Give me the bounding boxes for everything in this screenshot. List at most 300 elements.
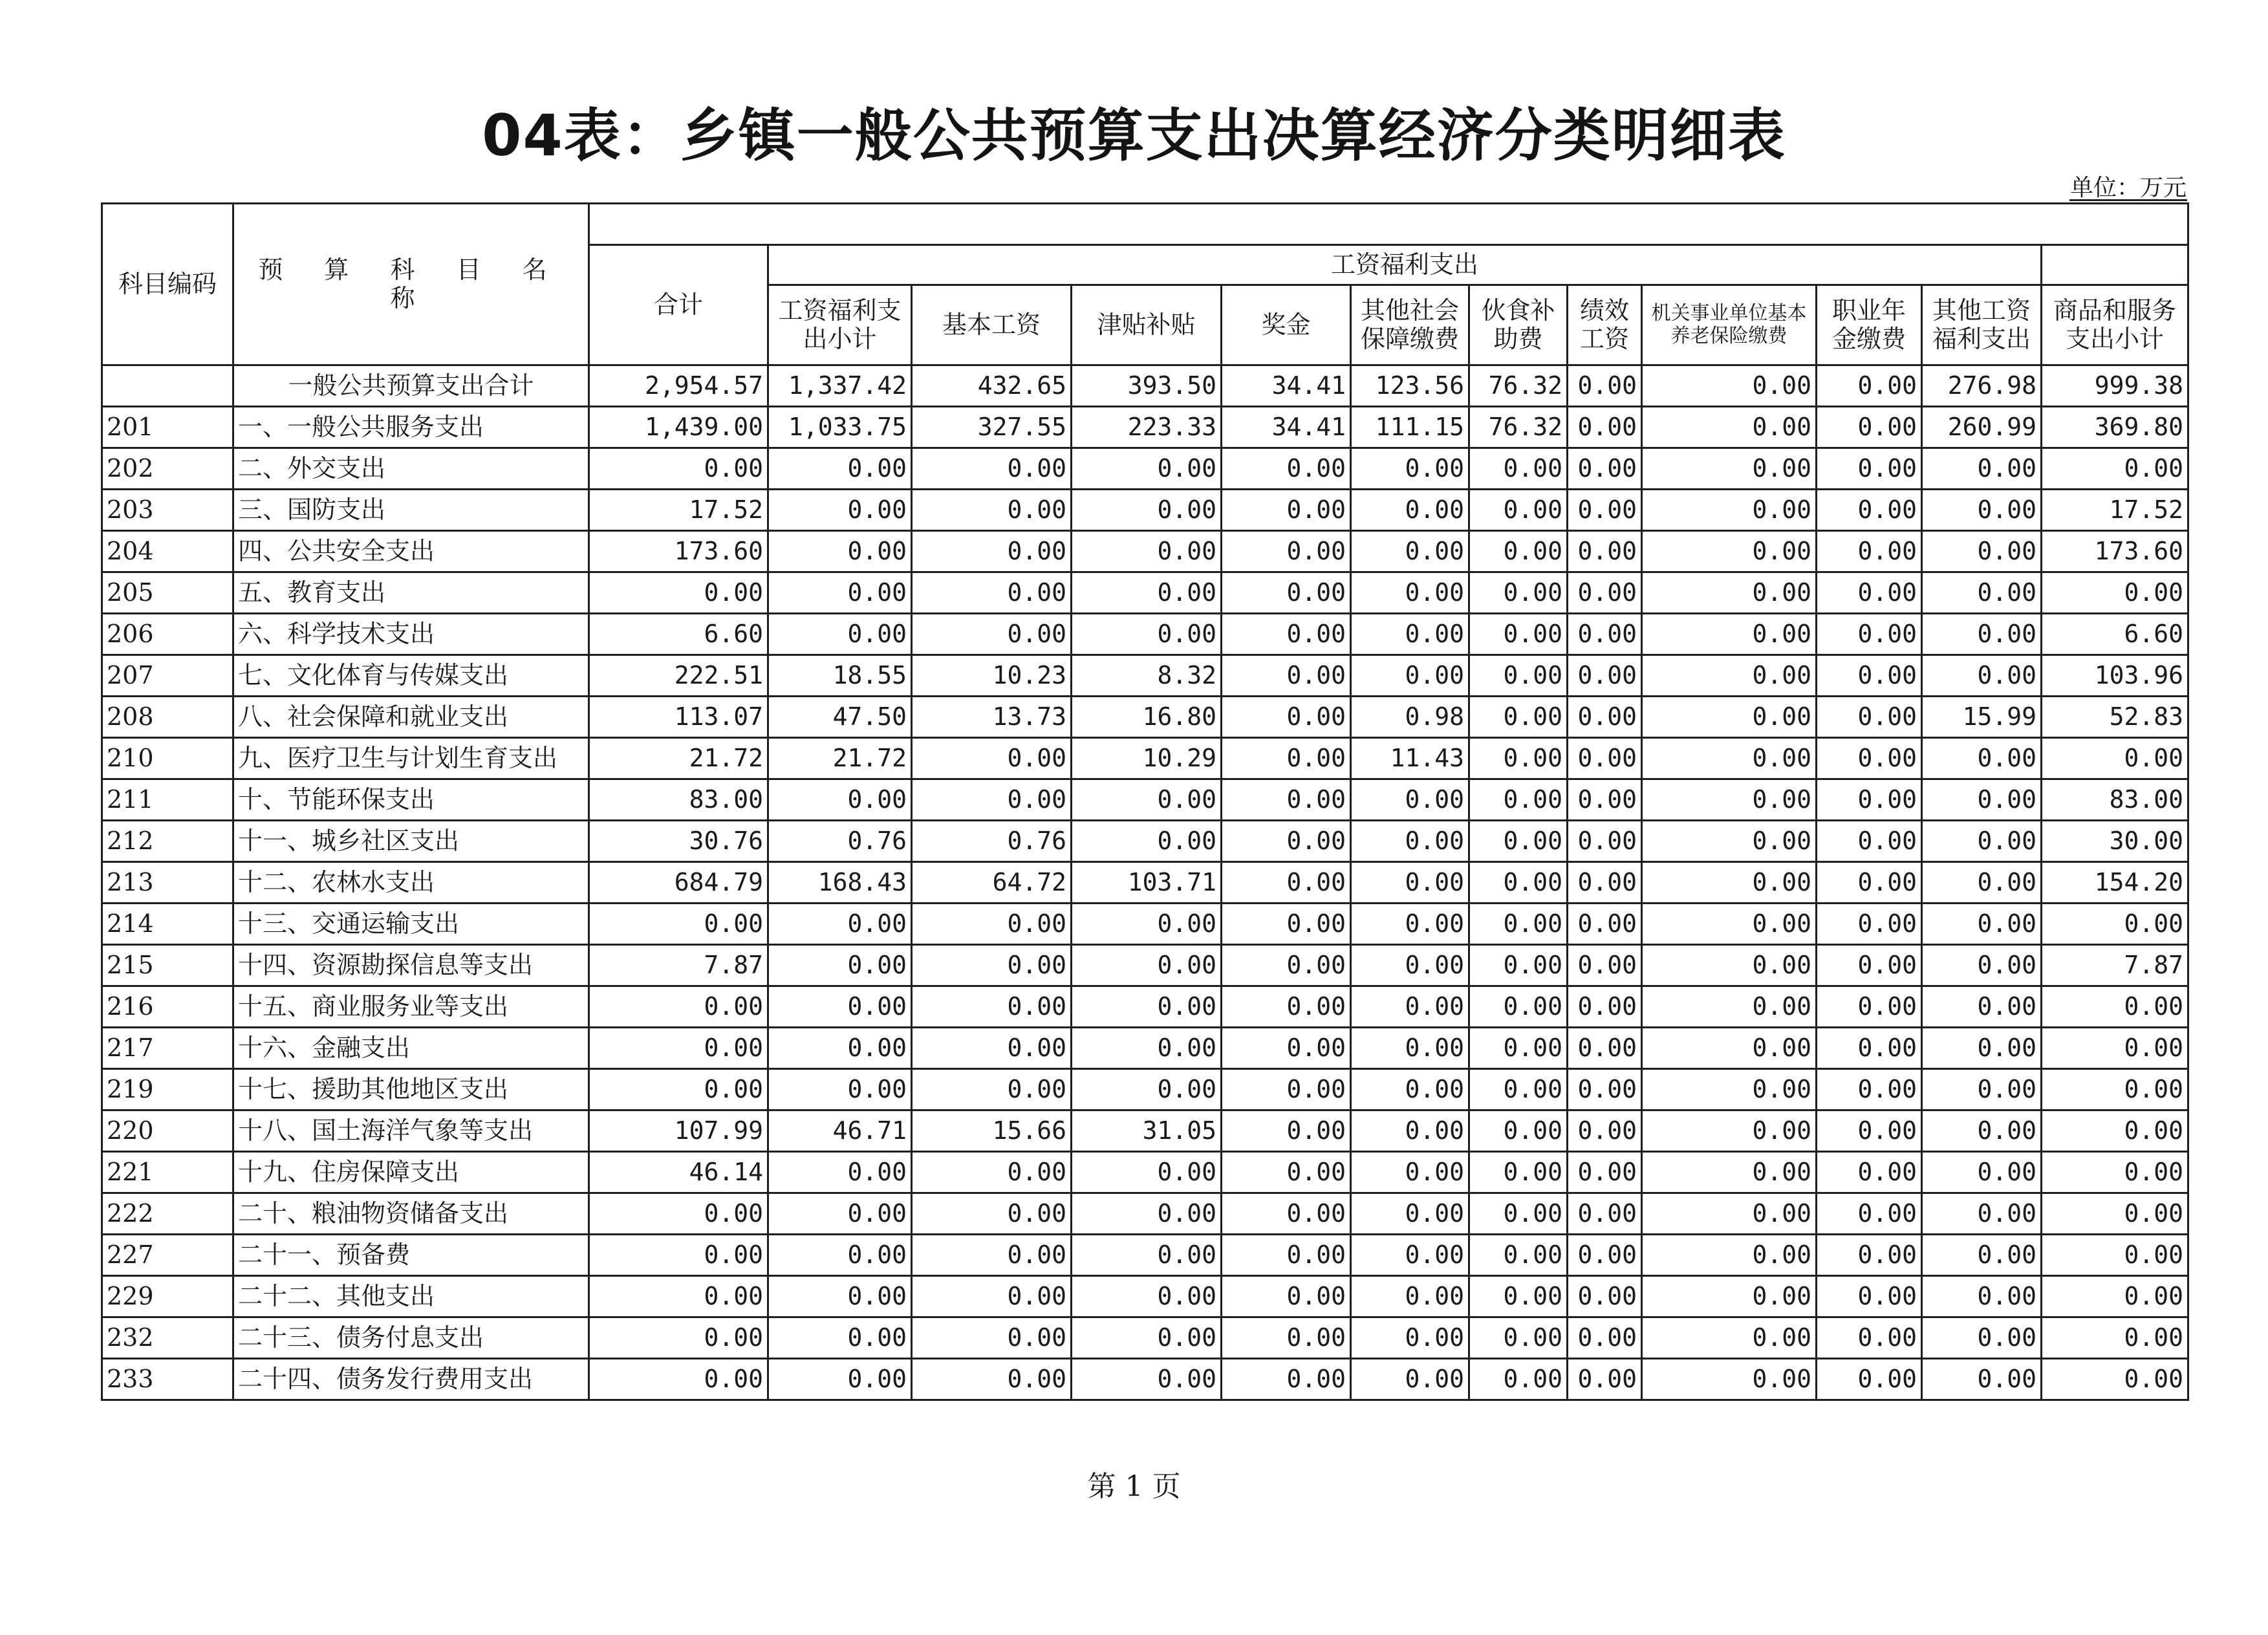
cell-value: 0.00 bbox=[1642, 904, 1817, 945]
cell-code: 232 bbox=[102, 1317, 233, 1359]
cell-code: 217 bbox=[102, 1028, 233, 1069]
cell-value: 173.60 bbox=[589, 531, 768, 572]
cell-code: 206 bbox=[102, 614, 233, 655]
cell-value: 0.00 bbox=[768, 1028, 912, 1069]
cell-value: 103.71 bbox=[1072, 862, 1222, 904]
cell-value: 0.00 bbox=[1222, 1152, 1351, 1193]
cell-name: 四、公共安全支出 bbox=[233, 531, 589, 572]
cell-value: 0.00 bbox=[912, 1235, 1072, 1276]
cell-value: 0.00 bbox=[1642, 779, 1817, 821]
header-col: 伙食补助费 bbox=[1469, 285, 1568, 365]
cell-value: 0.00 bbox=[1222, 697, 1351, 738]
cell-value: 0.00 bbox=[1817, 407, 1922, 448]
cell-value: 0.00 bbox=[1351, 1193, 1469, 1235]
cell-code: 213 bbox=[102, 862, 233, 904]
cell-value: 0.00 bbox=[1568, 945, 1642, 986]
cell-value: 76.32 bbox=[1469, 365, 1568, 407]
cell-value: 0.00 bbox=[1922, 1069, 2042, 1110]
cell-value: 0.00 bbox=[1922, 904, 2042, 945]
cell-value: 0.00 bbox=[1351, 614, 1469, 655]
cell-name: 七、文化体育与传媒支出 bbox=[233, 655, 589, 697]
cell-value: 0.00 bbox=[1922, 986, 2042, 1028]
cell-value: 0.00 bbox=[1568, 697, 1642, 738]
cell-value: 0.00 bbox=[768, 1317, 912, 1359]
cell-value: 0.00 bbox=[1222, 1276, 1351, 1317]
cell-code: 227 bbox=[102, 1235, 233, 1276]
unit-label: 单位：万元 bbox=[2069, 175, 2187, 201]
cell-name: 十二、农林水支出 bbox=[233, 862, 589, 904]
cell-value: 0.00 bbox=[589, 1069, 768, 1110]
cell-value: 0.00 bbox=[1351, 531, 1469, 572]
table-row bbox=[102, 1235, 2188, 1276]
cell-value: 0.00 bbox=[2042, 1028, 2188, 1069]
cell-value: 0.00 bbox=[768, 1193, 912, 1235]
cell-value: 260.99 bbox=[1922, 407, 2042, 448]
cell-value: 0.00 bbox=[1222, 1317, 1351, 1359]
cell-value: 0.00 bbox=[1222, 1235, 1351, 1276]
cell-value: 0.00 bbox=[1817, 572, 1922, 614]
header-top-blank bbox=[589, 204, 2188, 245]
cell-value: 10.23 bbox=[912, 655, 1072, 697]
cell-value: 0.76 bbox=[912, 821, 1072, 862]
cell-value: 0.00 bbox=[768, 1235, 912, 1276]
cell-value: 0.00 bbox=[768, 904, 912, 945]
cell-value: 223.33 bbox=[1072, 407, 1222, 448]
cell-value: 46.14 bbox=[589, 1152, 768, 1193]
cell-value: 0.00 bbox=[1642, 448, 1817, 490]
cell-value: 34.41 bbox=[1222, 365, 1351, 407]
cell-value: 15.66 bbox=[912, 1110, 1072, 1152]
cell-value: 0.00 bbox=[1351, 1235, 1469, 1276]
table-row bbox=[102, 779, 2188, 821]
cell-value: 0.00 bbox=[1568, 986, 1642, 1028]
cell-value: 0.00 bbox=[1817, 490, 1922, 531]
cell-value: 0.00 bbox=[1817, 1110, 1922, 1152]
cell-value: 47.50 bbox=[768, 697, 912, 738]
cell-value: 0.00 bbox=[1922, 572, 2042, 614]
cell-value: 0.00 bbox=[1922, 1359, 2042, 1400]
cell-value: 0.00 bbox=[1922, 862, 2042, 904]
cell-value: 0.00 bbox=[1222, 1069, 1351, 1110]
cell-code bbox=[102, 365, 233, 407]
cell-value: 0.00 bbox=[912, 738, 1072, 779]
cell-value: 30.00 bbox=[2042, 821, 2188, 862]
cell-value: 0.00 bbox=[768, 945, 912, 986]
cell-value: 123.56 bbox=[1351, 365, 1469, 407]
cell-value: 0.00 bbox=[1351, 945, 1469, 986]
cell-value: 17.52 bbox=[2042, 490, 2188, 531]
header-col: 职业年金缴费 bbox=[1817, 285, 1922, 365]
cell-name: 二十、粮油物资储备支出 bbox=[233, 1193, 589, 1235]
cell-value: 0.00 bbox=[1817, 1152, 1922, 1193]
cell-value: 0.00 bbox=[912, 986, 1072, 1028]
cell-value: 0.00 bbox=[2042, 1193, 2188, 1235]
cell-value: 0.00 bbox=[1568, 1110, 1642, 1152]
cell-value: 0.00 bbox=[912, 490, 1072, 531]
cell-value: 0.00 bbox=[1222, 490, 1351, 531]
cell-value: 52.83 bbox=[2042, 697, 2188, 738]
cell-value: 0.00 bbox=[1222, 945, 1351, 986]
cell-value: 0.00 bbox=[1642, 531, 1817, 572]
budget-table bbox=[101, 202, 2189, 1401]
table-row bbox=[102, 407, 2188, 448]
cell-value: 0.00 bbox=[589, 1235, 768, 1276]
cell-value: 0.00 bbox=[1568, 738, 1642, 779]
cell-value: 0.00 bbox=[1222, 779, 1351, 821]
cell-value: 0.00 bbox=[1642, 1069, 1817, 1110]
cell-value: 0.00 bbox=[1642, 986, 1817, 1028]
cell-value: 0.00 bbox=[1351, 655, 1469, 697]
cell-value: 0.00 bbox=[1922, 1276, 2042, 1317]
cell-value: 0.00 bbox=[1922, 779, 2042, 821]
cell-code: 203 bbox=[102, 490, 233, 531]
cell-value: 0.00 bbox=[1642, 572, 1817, 614]
cell-value: 222.51 bbox=[589, 655, 768, 697]
cell-code: 221 bbox=[102, 1152, 233, 1193]
cell-value: 13.73 bbox=[912, 697, 1072, 738]
cell-value: 1,337.42 bbox=[768, 365, 912, 407]
cell-value: 0.00 bbox=[1568, 365, 1642, 407]
cell-value: 0.00 bbox=[1817, 1317, 1922, 1359]
table-row bbox=[102, 1152, 2188, 1193]
cell-value: 0.00 bbox=[1469, 945, 1568, 986]
cell-value: 0.00 bbox=[1817, 779, 1922, 821]
cell-value: 0.00 bbox=[1351, 1110, 1469, 1152]
cell-value: 0.00 bbox=[1568, 1193, 1642, 1235]
cell-value: 18.55 bbox=[768, 655, 912, 697]
cell-value: 0.00 bbox=[1351, 986, 1469, 1028]
cell-value: 0.00 bbox=[1568, 779, 1642, 821]
cell-value: 0.00 bbox=[1922, 655, 2042, 697]
cell-value: 0.00 bbox=[1222, 1193, 1351, 1235]
cell-value: 0.00 bbox=[1817, 448, 1922, 490]
cell-value: 0.00 bbox=[1072, 1359, 1222, 1400]
cell-value: 0.00 bbox=[1072, 1152, 1222, 1193]
cell-value: 31.05 bbox=[1072, 1110, 1222, 1152]
cell-name: 二十一、预备费 bbox=[233, 1235, 589, 1276]
cell-value: 0.00 bbox=[1642, 655, 1817, 697]
cell-value: 0.00 bbox=[768, 448, 912, 490]
cell-code: 214 bbox=[102, 904, 233, 945]
cell-value: 0.00 bbox=[1642, 407, 1817, 448]
cell-value: 0.00 bbox=[1817, 1069, 1922, 1110]
cell-value: 0.00 bbox=[1351, 1152, 1469, 1193]
cell-name: 十六、金融支出 bbox=[233, 1028, 589, 1069]
cell-name: 一般公共预算支出合计 bbox=[233, 365, 589, 407]
cell-value: 76.32 bbox=[1469, 407, 1568, 448]
cell-code: 201 bbox=[102, 407, 233, 448]
cell-value: 0.00 bbox=[1469, 614, 1568, 655]
cell-value: 0.00 bbox=[1469, 1110, 1568, 1152]
cell-value: 0.00 bbox=[1469, 531, 1568, 572]
cell-value: 0.00 bbox=[1922, 821, 2042, 862]
cell-value: 0.00 bbox=[1469, 1069, 1568, 1110]
cell-value: 2,954.57 bbox=[589, 365, 768, 407]
header-name: 预 算 科 目 名 称 bbox=[233, 204, 589, 365]
cell-value: 0.00 bbox=[1922, 945, 2042, 986]
cell-value: 0.00 bbox=[589, 1317, 768, 1359]
cell-value: 0.00 bbox=[912, 531, 1072, 572]
cell-value: 46.71 bbox=[768, 1110, 912, 1152]
cell-code: 233 bbox=[102, 1359, 233, 1400]
cell-name: 十四、资源勘探信息等支出 bbox=[233, 945, 589, 986]
cell-value: 0.00 bbox=[1568, 490, 1642, 531]
cell-value: 327.55 bbox=[912, 407, 1072, 448]
cell-value: 111.15 bbox=[1351, 407, 1469, 448]
cell-value: 21.72 bbox=[589, 738, 768, 779]
cell-value: 0.00 bbox=[1922, 1110, 2042, 1152]
cell-value: 0.00 bbox=[1469, 1193, 1568, 1235]
cell-value: 0.00 bbox=[1922, 1193, 2042, 1235]
cell-value: 0.00 bbox=[912, 1317, 1072, 1359]
cell-value: 0.00 bbox=[1469, 738, 1568, 779]
cell-value: 0.00 bbox=[1072, 490, 1222, 531]
cell-value: 0.00 bbox=[1469, 572, 1568, 614]
cell-value: 0.00 bbox=[1222, 572, 1351, 614]
cell-value: 0.00 bbox=[1469, 821, 1568, 862]
cell-value: 0.00 bbox=[1072, 614, 1222, 655]
cell-value: 0.00 bbox=[2042, 1069, 2188, 1110]
cell-value: 0.00 bbox=[1568, 862, 1642, 904]
unit-underline bbox=[2069, 199, 2187, 201]
cell-value: 0.00 bbox=[1642, 1110, 1817, 1152]
header-col: 机关事业单位基本养老保险缴费 bbox=[1642, 285, 1817, 365]
table-row-total bbox=[102, 365, 2188, 407]
cell-value: 83.00 bbox=[2042, 779, 2188, 821]
header-goods-blank bbox=[2042, 245, 2188, 285]
cell-value: 0.00 bbox=[589, 1359, 768, 1400]
cell-value: 369.80 bbox=[2042, 407, 2188, 448]
cell-value: 0.00 bbox=[1469, 1235, 1568, 1276]
cell-value: 0.00 bbox=[1072, 1069, 1222, 1110]
cell-value: 0.00 bbox=[912, 779, 1072, 821]
cell-value: 0.00 bbox=[1642, 1028, 1817, 1069]
cell-value: 173.60 bbox=[2042, 531, 2188, 572]
cell-value: 0.00 bbox=[2042, 986, 2188, 1028]
cell-value: 0.00 bbox=[1642, 945, 1817, 986]
cell-value: 0.00 bbox=[912, 1193, 1072, 1235]
header-col: 其他社会保障缴费 bbox=[1351, 285, 1469, 365]
table-row bbox=[102, 572, 2188, 614]
cell-value: 0.00 bbox=[1222, 821, 1351, 862]
cell-value: 0.00 bbox=[1568, 531, 1642, 572]
cell-name: 八、社会保障和就业支出 bbox=[233, 697, 589, 738]
cell-value: 0.00 bbox=[1817, 531, 1922, 572]
cell-value: 0.00 bbox=[2042, 572, 2188, 614]
table-row bbox=[102, 821, 2188, 862]
cell-value: 0.00 bbox=[768, 779, 912, 821]
cell-value: 0.00 bbox=[1817, 697, 1922, 738]
cell-value: 6.60 bbox=[2042, 614, 2188, 655]
header-col: 其他工资福利支出 bbox=[1922, 285, 2042, 365]
cell-value: 0.00 bbox=[1817, 365, 1922, 407]
cell-value: 0.00 bbox=[1817, 1028, 1922, 1069]
cell-value: 0.00 bbox=[1642, 1193, 1817, 1235]
cell-value: 0.00 bbox=[1568, 1359, 1642, 1400]
cell-value: 0.00 bbox=[1817, 1359, 1922, 1400]
cell-name: 十一、城乡社区支出 bbox=[233, 821, 589, 862]
cell-value: 0.00 bbox=[2042, 904, 2188, 945]
cell-value: 0.00 bbox=[1568, 448, 1642, 490]
cell-code: 202 bbox=[102, 448, 233, 490]
cell-value: 0.00 bbox=[1817, 986, 1922, 1028]
header-col: 绩效工资 bbox=[1568, 285, 1642, 365]
cell-value: 0.00 bbox=[1072, 1317, 1222, 1359]
cell-code: 220 bbox=[102, 1110, 233, 1152]
cell-value: 0.00 bbox=[1568, 904, 1642, 945]
cell-value: 1,439.00 bbox=[589, 407, 768, 448]
cell-value: 0.00 bbox=[1922, 1235, 2042, 1276]
cell-value: 0.00 bbox=[1469, 779, 1568, 821]
table-header bbox=[102, 204, 2188, 365]
cell-value: 0.00 bbox=[2042, 1276, 2188, 1317]
cell-code: 212 bbox=[102, 821, 233, 862]
cell-value: 0.00 bbox=[1642, 1235, 1817, 1276]
cell-name: 六、科学技术支出 bbox=[233, 614, 589, 655]
cell-value: 0.00 bbox=[1922, 738, 2042, 779]
cell-value: 0.00 bbox=[1469, 1028, 1568, 1069]
cell-value: 0.00 bbox=[912, 1069, 1072, 1110]
header-group-salary: 工资福利支出 bbox=[768, 245, 2042, 285]
cell-name: 三、国防支出 bbox=[233, 490, 589, 531]
table-row bbox=[102, 531, 2188, 572]
cell-code: 210 bbox=[102, 738, 233, 779]
cell-value: 0.00 bbox=[1922, 1028, 2042, 1069]
cell-name: 十九、住房保障支出 bbox=[233, 1152, 589, 1193]
cell-value: 21.72 bbox=[768, 738, 912, 779]
cell-value: 0.00 bbox=[2042, 1359, 2188, 1400]
cell-value: 0.00 bbox=[1922, 1317, 2042, 1359]
cell-code: 211 bbox=[102, 779, 233, 821]
cell-value: 0.00 bbox=[1642, 738, 1817, 779]
cell-value: 64.72 bbox=[912, 862, 1072, 904]
cell-value: 8.32 bbox=[1072, 655, 1222, 697]
header-col: 基本工资 bbox=[912, 285, 1072, 365]
table-row bbox=[102, 697, 2188, 738]
cell-value: 999.38 bbox=[2042, 365, 2188, 407]
page-title: 04表：乡镇一般公共预算支出决算经济分类明细表 bbox=[482, 102, 1786, 169]
cell-value: 0.00 bbox=[1642, 697, 1817, 738]
cell-value: 0.00 bbox=[1642, 1152, 1817, 1193]
cell-value: 0.00 bbox=[1817, 945, 1922, 986]
cell-value: 0.00 bbox=[589, 448, 768, 490]
cell-value: 0.00 bbox=[589, 1193, 768, 1235]
cell-value: 0.00 bbox=[1817, 655, 1922, 697]
cell-value: 0.00 bbox=[912, 448, 1072, 490]
cell-value: 30.76 bbox=[589, 821, 768, 862]
cell-value: 0.00 bbox=[1222, 1110, 1351, 1152]
table-body bbox=[102, 365, 2188, 1400]
cell-value: 276.98 bbox=[1922, 365, 2042, 407]
cell-code: 205 bbox=[102, 572, 233, 614]
cell-code: 215 bbox=[102, 945, 233, 986]
cell-value: 0.00 bbox=[2042, 1152, 2188, 1193]
cell-value: 0.00 bbox=[589, 904, 768, 945]
cell-value: 0.00 bbox=[1922, 1152, 2042, 1193]
table-row bbox=[102, 1110, 2188, 1152]
header-col: 工资福利支出小计 bbox=[768, 285, 912, 365]
cell-code: 208 bbox=[102, 697, 233, 738]
cell-value: 34.41 bbox=[1222, 407, 1351, 448]
header-total: 合计 bbox=[589, 245, 768, 365]
cell-value: 0.00 bbox=[1072, 945, 1222, 986]
cell-value: 0.00 bbox=[2042, 1235, 2188, 1276]
cell-value: 107.99 bbox=[589, 1110, 768, 1152]
cell-value: 0.00 bbox=[768, 1069, 912, 1110]
cell-value: 0.00 bbox=[1922, 490, 2042, 531]
table-row bbox=[102, 904, 2188, 945]
header-col: 商品和服务支出小计 bbox=[2042, 285, 2188, 365]
cell-value: 0.00 bbox=[1817, 1193, 1922, 1235]
cell-value: 0.00 bbox=[1568, 1028, 1642, 1069]
cell-name: 二、外交支出 bbox=[233, 448, 589, 490]
cell-value: 0.00 bbox=[1072, 531, 1222, 572]
cell-value: 0.00 bbox=[1222, 531, 1351, 572]
cell-code: 229 bbox=[102, 1276, 233, 1317]
cell-name: 二十三、债务付息支出 bbox=[233, 1317, 589, 1359]
cell-value: 0.00 bbox=[1351, 1317, 1469, 1359]
cell-value: 6.60 bbox=[589, 614, 768, 655]
cell-name: 一、一般公共服务支出 bbox=[233, 407, 589, 448]
cell-value: 0.00 bbox=[1922, 531, 2042, 572]
table-row bbox=[102, 986, 2188, 1028]
cell-value: 17.52 bbox=[589, 490, 768, 531]
cell-value: 11.43 bbox=[1351, 738, 1469, 779]
cell-value: 0.00 bbox=[768, 1152, 912, 1193]
header-col: 奖金 bbox=[1222, 285, 1351, 365]
cell-value: 0.00 bbox=[1469, 1317, 1568, 1359]
cell-value: 0.00 bbox=[1642, 490, 1817, 531]
cell-value: 0.00 bbox=[912, 904, 1072, 945]
cell-value: 0.00 bbox=[912, 1028, 1072, 1069]
cell-value: 16.80 bbox=[1072, 697, 1222, 738]
cell-value: 0.00 bbox=[1351, 779, 1469, 821]
cell-value: 0.00 bbox=[1072, 448, 1222, 490]
cell-value: 15.99 bbox=[1922, 697, 2042, 738]
cell-value: 0.00 bbox=[589, 572, 768, 614]
table-row bbox=[102, 1028, 2188, 1069]
cell-value: 1,033.75 bbox=[768, 407, 912, 448]
cell-value: 0.00 bbox=[2042, 738, 2188, 779]
cell-value: 0.00 bbox=[1222, 448, 1351, 490]
cell-value: 0.00 bbox=[1469, 655, 1568, 697]
cell-value: 0.00 bbox=[1469, 1359, 1568, 1400]
cell-value: 432.65 bbox=[912, 365, 1072, 407]
cell-value: 0.00 bbox=[768, 572, 912, 614]
cell-value: 0.00 bbox=[1351, 1359, 1469, 1400]
table-row bbox=[102, 614, 2188, 655]
cell-value: 0.00 bbox=[1817, 1235, 1922, 1276]
cell-value: 0.00 bbox=[1072, 779, 1222, 821]
cell-value: 0.00 bbox=[912, 614, 1072, 655]
cell-name: 九、医疗卫生与计划生育支出 bbox=[233, 738, 589, 779]
cell-value: 83.00 bbox=[589, 779, 768, 821]
cell-value: 0.00 bbox=[768, 490, 912, 531]
cell-value: 0.00 bbox=[1222, 986, 1351, 1028]
cell-value: 0.00 bbox=[768, 1359, 912, 1400]
cell-value: 103.96 bbox=[2042, 655, 2188, 697]
table-row bbox=[102, 1069, 2188, 1110]
cell-value: 0.00 bbox=[1072, 1276, 1222, 1317]
cell-value: 0.00 bbox=[1568, 1276, 1642, 1317]
cell-value: 0.00 bbox=[1817, 1276, 1922, 1317]
cell-value: 0.00 bbox=[1568, 407, 1642, 448]
cell-value: 0.00 bbox=[1072, 572, 1222, 614]
cell-code: 216 bbox=[102, 986, 233, 1028]
cell-value: 0.00 bbox=[1351, 1069, 1469, 1110]
table-row bbox=[102, 655, 2188, 697]
cell-value: 0.00 bbox=[1351, 572, 1469, 614]
